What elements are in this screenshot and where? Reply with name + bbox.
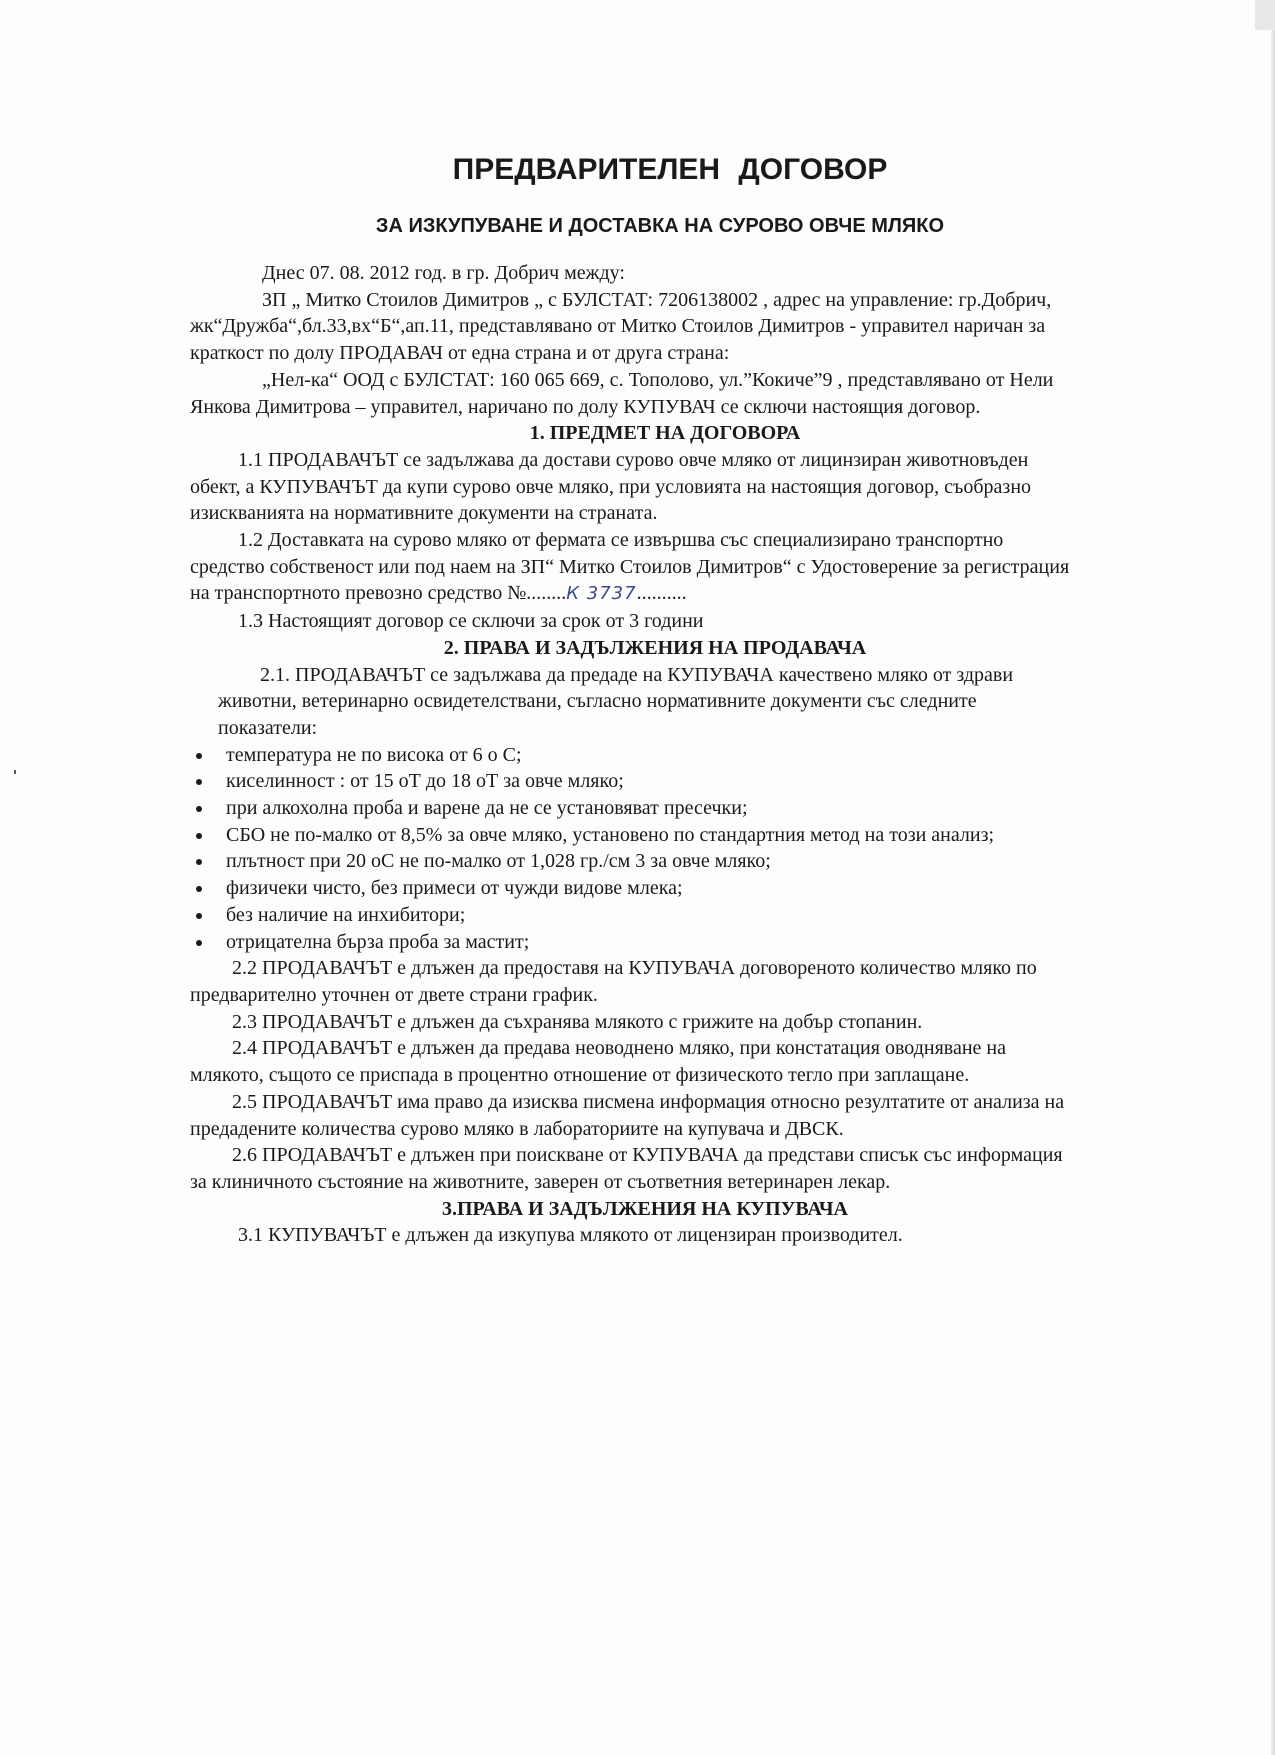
clause-1-2-dots-b: .......... <box>636 582 687 605</box>
list-item-text: плътност при 20 оС не по-малко от 1,028 гр./см 3 за овче мляко; <box>226 850 771 873</box>
page-edge-shadow <box>1271 0 1275 1755</box>
list-item <box>190 742 1080 769</box>
list-item-text: температура не по висока от 6 о С; <box>226 743 522 766</box>
list-item-text: без наличие на инхибитори; <box>226 903 466 926</box>
list-item <box>190 848 1080 875</box>
bullet-icon <box>196 859 202 865</box>
list-item-text: СБО не по-малко от 8,5% за овче мляко, установено по стандартния метод на този анализ; <box>226 823 995 846</box>
clause-2-5: 2.5 ПРОДАВАЧЪТ има право да изисква писмена информация относно резултатите от анализа на предадените количества сурово мляко в лабораториите на купувача и ДВСК. <box>190 1090 1065 1140</box>
bullet-icon <box>196 886 202 892</box>
clause-3-1: 3.1 КУПУВАЧЪТ е длъжен да изкупува млякото от лицензиран производител. <box>238 1224 903 1247</box>
list-item <box>190 902 1080 929</box>
clause-2-1-block <box>190 662 1080 742</box>
list-item-text: киселинност : от 15 оТ до 18 оТ за овче мляко; <box>226 770 624 793</box>
clause-2-2: 2.2 ПРОДАВАЧЪТ е длъжен да предоставя на КУПУВАЧА договореното количество мляко по предварително уточнен от двете страни график. <box>190 957 1037 1006</box>
clause-2-3: 2.3 ПРОДАВАЧЪТ е длъжен да съхранява млякото с грижите на добър стопанин. <box>232 1010 923 1033</box>
list-item <box>190 929 1080 956</box>
section-1-heading: 1. ПРЕДМЕТ НА ДОГОВОРА <box>529 422 801 445</box>
list-item <box>190 768 1080 795</box>
list-item-text: физичеки чисто, без примеси от чужди видове млека; <box>226 877 683 900</box>
list-item <box>190 795 1080 822</box>
list-item <box>190 875 1080 902</box>
date-line: Днес 07. 08. 2012 год. в гр. Добрич между: <box>262 262 625 284</box>
party-seller: ЗП „ Митко Стоилов Димитров „ с БУЛСТАТ: 7206138002 , адрес на управление: гр.Добрич, жк“Дружба“,бл.33,вх“Б“,ап.11, представлявано от Митко Стоилов Димитров - управител наричан за краткост по долу ПРОДАВАЧ от една страна и от друга страна: <box>190 288 1052 365</box>
quality-indicators-list <box>190 742 1080 956</box>
scan-speck <box>14 770 16 774</box>
bullet-icon <box>196 753 202 759</box>
clause-2-4: 2.4 ПРОДАВАЧЪТ е длъжен да предава неоводнено мляко, при констатация оводняване на млякото, същото се приспада в процентно отношение от физическото тегло при заплащане. <box>190 1037 1006 1087</box>
list-item <box>190 822 1080 849</box>
page-corner-shadow <box>1255 0 1275 30</box>
bullet-icon <box>196 940 202 946</box>
list-item-text: отрицателна бърза проба за мастит; <box>226 930 530 953</box>
clause-1-3: 1.3 Настоящият договор се сключи за срок от 3 години <box>238 610 704 633</box>
bullet-icon <box>196 833 202 839</box>
clause-1-2 <box>190 527 1080 608</box>
section-2-heading: 2. ПРАВА И ЗАДЪЛЖЕНИЯ НА ПРОДАВАЧА <box>443 636 867 659</box>
section-3-heading: 3.ПРАВА И ЗАДЪЛЖЕНИЯ НА КУПУВАЧА <box>442 1197 848 1220</box>
clause-1-2-text: 1.2 Доставката на сурово мляко от фермата се извършва със специализирано транспортно средство собственост или под наем на ЗП“ Митко Стоилов Димитров“ с Удостоверение за регистрация на транспортното превозно средство № <box>190 529 1070 605</box>
document-body <box>190 260 1080 1249</box>
party-buyer: „Нел-ка“ ООД с БУЛСТАТ: 160 065 669, с. Тополово, ул.”Кокиче”9 , представлявано от Нели Янкова Димитрова – управител, наричано по долу КУПУВАЧ се сключи настоящия договор. <box>190 368 1054 418</box>
bullet-icon <box>196 779 202 785</box>
clause-2-6: 2.6 ПРОДАВАЧЪТ е длъжен при поискване от КУПУВАЧА да представи списък със информация за клиничното състояние на животните, заверен от съответния ветеринарен лекар. <box>190 1144 1063 1193</box>
bullet-icon <box>196 913 202 919</box>
list-item-text: при алкохолна проба и варене да не се установяват пресечки; <box>226 797 748 820</box>
bullet-icon <box>196 806 202 812</box>
clause-1-1: 1.1 ПРОДАВАЧЪТ се задължава да достави сурово овче мляко от лицинзиран животновъден обект, а КУПУВАЧЪТ да купи сурово овче мляко, при условията на настоящия договор, съобразно изискванията на нормативните документи на страната. <box>190 448 1032 525</box>
document-subtitle: ЗА ИЗКУПУВАНЕ И ДОСТАВКА НА СУРОВО ОВЧЕ МЛЯКО <box>375 215 945 237</box>
document-title: ПРЕДВАРИТЕЛЕН ДОГОВОР <box>452 153 888 186</box>
clause-2-1: 2.1. ПРОДАВАЧЪТ се задължава да предаде на КУПУВАЧА качествено мляко от здрави животни, ветеринарно освидетелствани, съгласно нормативните документи със следните показатели: <box>218 663 1014 739</box>
handwritten-registration-number: К 3737 <box>566 583 637 605</box>
document-content <box>190 150 1080 1249</box>
clause-1-2-dots-a: ........ <box>526 582 567 605</box>
